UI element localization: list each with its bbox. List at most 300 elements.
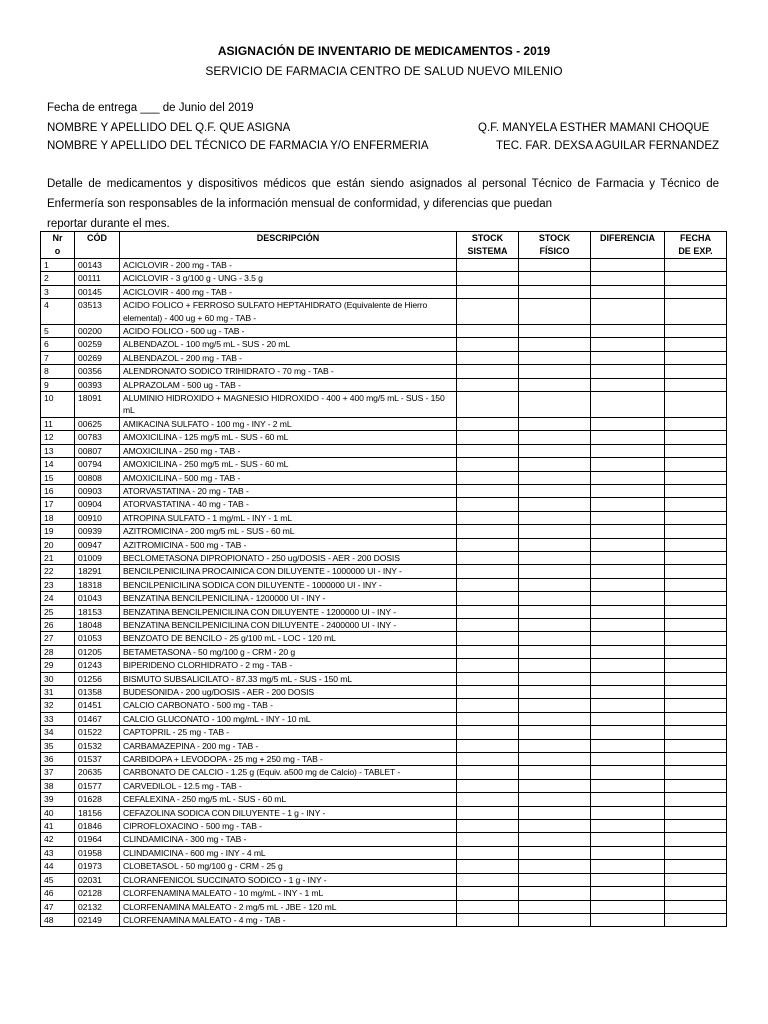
row-diferencia [591, 551, 665, 564]
table-row [41, 511, 727, 524]
row-code: 00939 [75, 525, 120, 538]
row-description: CIPROFLOXACINO - 500 mg - TAB - [120, 820, 457, 833]
row-code: 00356 [75, 365, 120, 378]
row-stock-fisico [519, 860, 591, 873]
row-description: BENCILPENICILINA PROCAINICA CON DILUYENTE - 1000000 UI - INY - [120, 565, 457, 578]
row-diferencia [591, 806, 665, 819]
row-stock-fisico [519, 285, 591, 298]
row-stock-sistema [457, 739, 519, 752]
row-description: BENZATINA BENCILPENICILINA CON DILUYENTE - 2400000 UI - INY - [120, 618, 457, 631]
row-stock-fisico [519, 712, 591, 725]
row-code: 01243 [75, 659, 120, 672]
row-code: 00807 [75, 444, 120, 457]
document-subtitle: SERVICIO DE FARMACIA CENTRO DE SALUD NUEVO MILENIO [205, 64, 563, 78]
row-code: 01205 [75, 645, 120, 658]
row-number: 3 [41, 285, 75, 298]
row-stock-sistema [457, 887, 519, 900]
row-stock-sistema [457, 471, 519, 484]
row-stock-sistema [457, 860, 519, 873]
intro-last-line: reportar durante el mes. [47, 218, 170, 230]
row-description: ALENDRONATO SODICO TRIHIDRATO - 70 mg - TAB - [120, 365, 457, 378]
col-header-descripcion: DESCRIPCIÓN [120, 232, 457, 259]
row-stock-sistema [457, 285, 519, 298]
table-row [41, 618, 727, 631]
row-stock-fisico [519, 873, 591, 886]
row-number: 24 [41, 592, 75, 605]
row-fecha-exp [665, 272, 727, 285]
table-row [41, 378, 727, 391]
row-code: 01467 [75, 712, 120, 725]
row-code: 01256 [75, 672, 120, 685]
row-stock-fisico [519, 565, 591, 578]
row-fecha-exp [665, 833, 727, 846]
row-description: CLORFENAMINA MALEATO - 10 mg/mL - INY - 1 mL [120, 887, 457, 900]
row-description: ATORVASTATINA - 40 mg - TAB - [120, 498, 457, 511]
table-row [41, 299, 727, 325]
table-row [41, 592, 727, 605]
row-fecha-exp [665, 726, 727, 739]
row-diferencia [591, 632, 665, 645]
table-row [41, 272, 727, 285]
row-code: 00269 [75, 351, 120, 364]
row-stock-sistema [457, 498, 519, 511]
row-stock-sistema [457, 686, 519, 699]
row-description: BENZOATO DE BENCILO - 25 g/100 mL - LOC - 120 mL [120, 632, 457, 645]
row-description: ALUMINIO HIDROXIDO + MAGNESIO HIDROXIDO - 400 + 400 mg/5 mL - SUS - 150 mL [120, 392, 457, 418]
col-header-stock-fisico: STOCK FÍSICO [519, 232, 591, 259]
row-stock-fisico [519, 699, 591, 712]
row-code: 00904 [75, 498, 120, 511]
row-code: 01043 [75, 592, 120, 605]
row-stock-fisico [519, 417, 591, 430]
row-stock-sistema [457, 592, 519, 605]
row-stock-sistema [457, 632, 519, 645]
table-row [41, 431, 727, 444]
row-fecha-exp [665, 351, 727, 364]
row-description: CEFAZOLINA SODICA CON DILUYENTE - 1 g - INY - [120, 806, 457, 819]
row-stock-sistema [457, 900, 519, 913]
row-stock-fisico [519, 913, 591, 926]
row-stock-fisico [519, 338, 591, 351]
table-row [41, 538, 727, 551]
row-description: BECLOMETASONA DIPROPIONATO - 250 ug/DOSIS - AER - 200 DOSIS [120, 551, 457, 564]
row-fecha-exp [665, 551, 727, 564]
table-row [41, 672, 727, 685]
row-description: CARBAMAZEPINA - 200 mg - TAB - [120, 739, 457, 752]
tech-label: NOMBRE Y APELLIDO DEL TÉCNICO DE FARMACIA Y/O ENFERMERIA [47, 140, 429, 152]
row-stock-sistema [457, 378, 519, 391]
row-stock-sistema [457, 766, 519, 779]
table-row [41, 766, 727, 779]
row-stock-sistema [457, 338, 519, 351]
row-stock-fisico [519, 592, 591, 605]
row-code: 00393 [75, 378, 120, 391]
table-row [41, 351, 727, 364]
row-description: CLINDAMICINA - 300 mg - TAB - [120, 833, 457, 846]
row-fecha-exp [665, 779, 727, 792]
row-diferencia [591, 672, 665, 685]
row-number: 32 [41, 699, 75, 712]
row-fecha-exp [665, 417, 727, 430]
table-row [41, 551, 727, 564]
row-number: 10 [41, 392, 75, 418]
row-code: 00783 [75, 431, 120, 444]
table-row [41, 365, 727, 378]
row-diferencia [591, 458, 665, 471]
row-stock-fisico [519, 259, 591, 272]
row-stock-fisico [519, 272, 591, 285]
row-code: 01973 [75, 860, 120, 873]
row-diferencia [591, 299, 665, 325]
table-row [41, 578, 727, 591]
row-stock-sistema [457, 833, 519, 846]
row-number: 30 [41, 672, 75, 685]
row-description: CARBIDOPA + LEVODOPA - 25 mg + 250 mg - TAB - [120, 753, 457, 766]
row-code: 01958 [75, 846, 120, 859]
row-stock-fisico [519, 779, 591, 792]
row-diferencia [591, 659, 665, 672]
row-diferencia [591, 592, 665, 605]
row-diferencia [591, 846, 665, 859]
row-fecha-exp [665, 753, 727, 766]
table-row [41, 806, 727, 819]
row-description: ACICLOVIR - 400 mg - TAB - [120, 285, 457, 298]
row-fecha-exp [665, 378, 727, 391]
row-number: 25 [41, 605, 75, 618]
row-code: 02132 [75, 900, 120, 913]
row-stock-sistema [457, 511, 519, 524]
row-fecha-exp [665, 873, 727, 886]
row-stock-fisico [519, 672, 591, 685]
row-description: ACIDO FOLICO + FERROSO SULFATO HEPTAHIDRATO (Equivalente de Hierro elemental) - 400 ug + 60 mg - TAB - [120, 299, 457, 325]
row-fecha-exp [665, 806, 727, 819]
table-row [41, 860, 727, 873]
row-description: BIPERIDENO CLORHIDRATO - 2 mg - TAB - [120, 659, 457, 672]
row-stock-fisico [519, 726, 591, 739]
row-diferencia [591, 444, 665, 457]
row-number: 23 [41, 578, 75, 591]
row-stock-fisico [519, 325, 591, 338]
row-code: 01522 [75, 726, 120, 739]
col-header-cod: CÓD [75, 232, 120, 259]
row-stock-fisico [519, 365, 591, 378]
table-row [41, 699, 727, 712]
row-stock-sistema [457, 444, 519, 457]
row-description: CLINDAMICINA - 600 mg - INY - 4 mL [120, 846, 457, 859]
table-row [41, 887, 727, 900]
row-diferencia [591, 259, 665, 272]
row-stock-sistema [457, 272, 519, 285]
row-description: ATORVASTATINA - 20 mg - TAB - [120, 484, 457, 497]
row-diferencia [591, 833, 665, 846]
table-row [41, 338, 727, 351]
row-diferencia [591, 766, 665, 779]
row-fecha-exp [665, 860, 727, 873]
row-stock-sistema [457, 726, 519, 739]
row-stock-fisico [519, 605, 591, 618]
row-number: 21 [41, 551, 75, 564]
row-stock-fisico [519, 686, 591, 699]
row-stock-sistema [457, 645, 519, 658]
row-number: 33 [41, 712, 75, 725]
row-code: 00259 [75, 338, 120, 351]
row-number: 45 [41, 873, 75, 886]
row-code: 18091 [75, 392, 120, 418]
row-stock-fisico [519, 659, 591, 672]
row-stock-sistema [457, 551, 519, 564]
row-stock-sistema [457, 392, 519, 418]
row-description: BENZATINA BENCILPENICILINA - 1200000 UI - INY - [120, 592, 457, 605]
row-diferencia [591, 753, 665, 766]
table-row [41, 913, 727, 926]
row-fecha-exp [665, 259, 727, 272]
table-row [41, 259, 727, 272]
row-fecha-exp [665, 672, 727, 685]
row-diferencia [591, 605, 665, 618]
row-stock-fisico [519, 458, 591, 471]
row-fecha-exp [665, 565, 727, 578]
row-code: 18156 [75, 806, 120, 819]
table-row [41, 645, 727, 658]
row-number: 26 [41, 618, 75, 631]
row-stock-fisico [519, 632, 591, 645]
row-description: BENZATINA BENCILPENICILINA CON DILUYENTE - 1200000 UI - INY - [120, 605, 457, 618]
row-stock-fisico [519, 444, 591, 457]
row-number: 9 [41, 378, 75, 391]
row-stock-sistema [457, 431, 519, 444]
row-stock-sistema [457, 753, 519, 766]
row-description: CLORANFENICOL SUCCINATO SODICO - 1 g - INY - [120, 873, 457, 886]
table-row [41, 605, 727, 618]
row-fecha-exp [665, 887, 727, 900]
row-stock-sistema [457, 578, 519, 591]
row-description: CALCIO GLUCONATO - 100 mg/mL - INY - 10 mL [120, 712, 457, 725]
row-number: 2 [41, 272, 75, 285]
row-description: ACICLOVIR - 200 mg - TAB - [120, 259, 457, 272]
row-stock-fisico [519, 538, 591, 551]
row-diferencia [591, 351, 665, 364]
row-fecha-exp [665, 605, 727, 618]
row-diferencia [591, 873, 665, 886]
row-fecha-exp [665, 578, 727, 591]
row-fecha-exp [665, 484, 727, 497]
row-description: CALCIO CARBONATO - 500 mg - TAB - [120, 699, 457, 712]
col-header-stock-sistema: STOCK SISTEMA [457, 232, 519, 259]
row-stock-fisico [519, 793, 591, 806]
row-description: BISMUTO SUBSALICILATO - 87.33 mg/5 mL - SUS - 150 mL [120, 672, 457, 685]
table-row [41, 726, 727, 739]
table-row [41, 739, 727, 752]
row-number: 18 [41, 511, 75, 524]
row-code: 00200 [75, 325, 120, 338]
row-number: 6 [41, 338, 75, 351]
row-number: 14 [41, 458, 75, 471]
row-number: 17 [41, 498, 75, 511]
inventory-table [40, 231, 727, 927]
table-row [41, 285, 727, 298]
row-stock-sistema [457, 846, 519, 859]
row-fecha-exp [665, 325, 727, 338]
table-header [41, 232, 727, 259]
row-diferencia [591, 565, 665, 578]
row-stock-fisico [519, 431, 591, 444]
row-stock-sistema [457, 417, 519, 430]
row-code: 02149 [75, 913, 120, 926]
row-stock-fisico [519, 511, 591, 524]
row-number: 1 [41, 259, 75, 272]
table-row [41, 417, 727, 430]
row-code: 01532 [75, 739, 120, 752]
row-stock-fisico [519, 618, 591, 631]
row-number: 28 [41, 645, 75, 658]
row-code: 00143 [75, 259, 120, 272]
row-stock-fisico [519, 887, 591, 900]
row-diferencia [591, 860, 665, 873]
row-number: 5 [41, 325, 75, 338]
row-code: 00794 [75, 458, 120, 471]
row-stock-sistema [457, 659, 519, 672]
row-fecha-exp [665, 645, 727, 658]
row-fecha-exp [665, 538, 727, 551]
row-fecha-exp [665, 900, 727, 913]
row-stock-sistema [457, 913, 519, 926]
row-number: 34 [41, 726, 75, 739]
table-row [41, 873, 727, 886]
row-stock-sistema [457, 259, 519, 272]
row-stock-sistema [457, 351, 519, 364]
row-stock-fisico [519, 525, 591, 538]
row-fecha-exp [665, 285, 727, 298]
row-diferencia [591, 726, 665, 739]
row-diferencia [591, 820, 665, 833]
row-number: 31 [41, 686, 75, 699]
row-diferencia [591, 285, 665, 298]
row-diferencia [591, 471, 665, 484]
row-diferencia [591, 645, 665, 658]
row-diferencia [591, 793, 665, 806]
table-row [41, 833, 727, 846]
row-number: 20 [41, 538, 75, 551]
row-fecha-exp [665, 592, 727, 605]
table-row [41, 498, 727, 511]
row-stock-sistema [457, 565, 519, 578]
qf-value: Q.F. MANYELA ESTHER MAMANI CHOQUE [478, 122, 710, 134]
row-code: 01846 [75, 820, 120, 833]
row-number: 7 [41, 351, 75, 364]
row-code: 01451 [75, 699, 120, 712]
row-stock-sistema [457, 779, 519, 792]
row-stock-sistema [457, 793, 519, 806]
row-stock-fisico [519, 299, 591, 325]
row-stock-sistema [457, 525, 519, 538]
row-number: 19 [41, 525, 75, 538]
row-diferencia [591, 338, 665, 351]
row-description: CARVEDILOL - 12.5 mg - TAB - [120, 779, 457, 792]
row-description: CARBONATO DE CALCIO - 1.25 g (Equiv. a500 mg de Calcio) - TABLET - [120, 766, 457, 779]
row-stock-sistema [457, 365, 519, 378]
row-code: 00145 [75, 285, 120, 298]
row-fecha-exp [665, 618, 727, 631]
row-number: 40 [41, 806, 75, 819]
row-fecha-exp [665, 699, 727, 712]
table-row [41, 484, 727, 497]
row-stock-sistema [457, 712, 519, 725]
row-fecha-exp [665, 846, 727, 859]
row-stock-fisico [519, 498, 591, 511]
row-stock-fisico [519, 739, 591, 752]
row-stock-sistema [457, 605, 519, 618]
row-number: 48 [41, 913, 75, 926]
row-code: 01628 [75, 793, 120, 806]
row-description: CLORFENAMINA MALEATO - 2 mg/5 mL - JBE - 120 mL [120, 900, 457, 913]
row-number: 38 [41, 779, 75, 792]
row-stock-fisico [519, 471, 591, 484]
row-code: 00903 [75, 484, 120, 497]
row-description: ACICLOVIR - 3 g/100 g - UNG - 3.5 g [120, 272, 457, 285]
row-code: 01577 [75, 779, 120, 792]
table-row [41, 712, 727, 725]
row-code: 01053 [75, 632, 120, 645]
table-row [41, 632, 727, 645]
row-number: 41 [41, 820, 75, 833]
row-diferencia [591, 887, 665, 900]
table-row [41, 686, 727, 699]
table-row [41, 525, 727, 538]
row-diferencia [591, 484, 665, 497]
row-fecha-exp [665, 299, 727, 325]
row-fecha-exp [665, 392, 727, 418]
row-description: ALBENDAZOL - 200 mg - TAB - [120, 351, 457, 364]
tech-value: TEC. FAR. DEXSA AGUILAR FERNANDEZ [496, 140, 720, 152]
row-fecha-exp [665, 338, 727, 351]
row-diferencia [591, 525, 665, 538]
row-number: 37 [41, 766, 75, 779]
row-diferencia [591, 578, 665, 591]
row-diferencia [591, 699, 665, 712]
row-fecha-exp [665, 632, 727, 645]
row-description: AMOXICILINA - 500 mg - TAB - [120, 471, 457, 484]
delivery-date: Fecha de entrega ___ de Junio del 2019 [47, 102, 254, 114]
row-stock-sistema [457, 484, 519, 497]
row-description: ALPRAZOLAM - 500 ug - TAB - [120, 378, 457, 391]
row-stock-fisico [519, 820, 591, 833]
row-number: 44 [41, 860, 75, 873]
row-description: CLORFENAMINA MALEATO - 4 mg - TAB - [120, 913, 457, 926]
row-number: 36 [41, 753, 75, 766]
row-diferencia [591, 538, 665, 551]
row-fecha-exp [665, 766, 727, 779]
row-code: 01009 [75, 551, 120, 564]
row-description: AMOXICILINA - 250 mg/5 mL - SUS - 60 mL [120, 458, 457, 471]
row-description: BETAMETASONA - 50 mg/100 g - CRM - 20 g [120, 645, 457, 658]
table-row [41, 779, 727, 792]
row-stock-fisico [519, 766, 591, 779]
row-description: AZITROMICINA - 500 mg - TAB - [120, 538, 457, 551]
row-stock-sistema [457, 699, 519, 712]
row-number: 12 [41, 431, 75, 444]
row-code: 18291 [75, 565, 120, 578]
table-row [41, 900, 727, 913]
row-number: 39 [41, 793, 75, 806]
table-row [41, 846, 727, 859]
row-code: 00808 [75, 471, 120, 484]
row-stock-sistema [457, 299, 519, 325]
row-diferencia [591, 739, 665, 752]
row-diferencia [591, 900, 665, 913]
document-title: ASIGNACIÓN DE INVENTARIO DE MEDICAMENTOS - 2019 [217, 44, 551, 58]
row-fecha-exp [665, 511, 727, 524]
row-code: 18048 [75, 618, 120, 631]
